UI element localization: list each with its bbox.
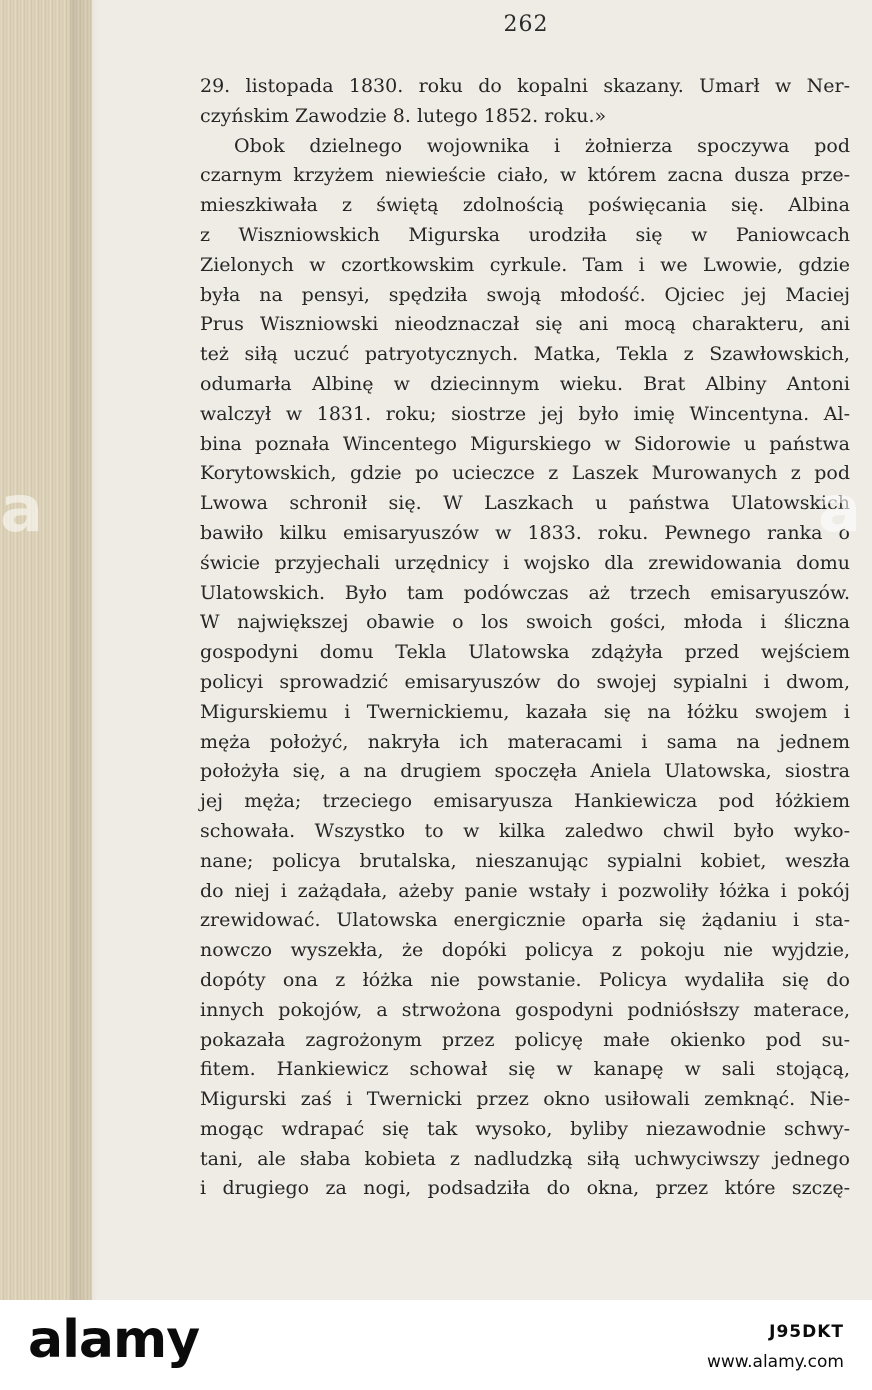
watermark-glyph-right: a: [818, 473, 862, 547]
text-line: też siłą uczuć patryotycznych. Matka, Tekla z Szawłowskich,: [200, 343, 850, 366]
text-line: Migurski zaś i Twernicki przez okno usiłowali zemknąć. Nie-: [200, 1088, 850, 1111]
text-line: odumarła Albinę w dziecinnym wieku. Brat Albiny Antoni: [200, 372, 850, 395]
text-line: i drugiego za nogi, podsadziła do okna, przez które szczę-: [200, 1177, 850, 1200]
text-line: do niej i zażądała, ażeby panie wstały i pozwoliły łóżka i pokój: [200, 879, 850, 902]
text-line: tani, ale słaba kobieta z nadludzką siłą uchwyciwszy jednego: [200, 1147, 850, 1170]
text-line: bawiło kilku emisaryuszów w 1833. roku. Pewnego ranka o: [200, 521, 850, 544]
brand-logo: alamy: [28, 1310, 200, 1370]
body-text: [200, 72, 850, 1204]
watermark-glyph-left: a: [0, 473, 44, 547]
text-line: położyła się, a na drugiem spoczęła Aniela Ulatowska, siostra: [200, 760, 850, 783]
text-line: czyńskim Zawodzie 8. lutego 1852. roku.»: [200, 104, 607, 127]
text-line: fitem. Hankiewicz schował się w kanapę w sali stojącą,: [200, 1058, 850, 1081]
text-line: Prus Wiszniowski nieodznaczał się ani mocą charakteru, ani: [200, 313, 850, 336]
text-line: mieszkiwała z świętą zdolnością poświęcania się. Albina: [200, 194, 850, 217]
text-line: bina poznała Wincentego Migurskiego w Sidorowie u państwa: [200, 432, 850, 455]
text-line: czarnym krzyżem niewieście ciało, w którem zacna dusza prze-: [200, 164, 850, 187]
text-line: mogąc wdrapać się tak wysoko, byliby niezawodnie schwy-: [200, 1117, 850, 1140]
text-line: W największej obawie o los swoich gości, młoda i śliczna: [200, 611, 850, 634]
text-line: jej męża; trzeciego emisaryusza Hankiewicza pod łóżkiem: [200, 790, 850, 813]
stock-image-id: J95DKT: [769, 1322, 844, 1342]
text-line: Zielonych w czortkowskim cyrkule. Tam i we Lwowie, gdzie: [200, 253, 850, 276]
text-line: Ulatowskich. Było tam podówczas aż trzech emisaryuszów.: [200, 581, 850, 604]
gutter-shadow: [70, 0, 98, 1300]
text-line: gospodyni domu Tekla Ulatowska zdążyła przed wejściem: [200, 641, 850, 664]
text-line: innych pokojów, a strwożona gospodyni podniósłszy materace,: [200, 998, 850, 1021]
text-line: Obok dzielnego wojownika i żołnierza spoczywa pod: [234, 134, 850, 157]
text-line: Korytowskich, gdzie po ucieczce z Laszek Murowanych z pod: [200, 462, 850, 485]
text-line: nane; policya brutalska, nieszanując sypialni kobiet, weszła: [200, 849, 850, 872]
text-line: 29. listopada 1830. roku do kopalni skazany. Umarł w Ner-: [200, 75, 850, 97]
text-line: policyi sprowadzić emisaryuszów do swojej sypialni i dwom,: [200, 670, 850, 693]
brand-url: www.alamy.com: [706, 1352, 844, 1372]
text-line: zrewidować. Ulatowska energicznie oparła się żądaniu i sta-: [200, 909, 850, 932]
page-number: 262: [503, 12, 549, 37]
text-line: Lwowa schronił się. W Laszkach u państwa Ulatowskich: [200, 492, 850, 515]
text-line: świcie przyjechali urzędnicy i wojsko dla zrewidowania domu: [200, 551, 850, 574]
text-line: schowała. Wszystko to w kilka zaledwo chwil było wyko-: [200, 819, 850, 842]
text-line: męża położyć, nakryła ich materacami i sama na jednem: [200, 730, 850, 753]
text-line: dopóty ona z łóżka nie powstanie. Policya wydaliła się do: [200, 968, 850, 991]
text-line: Migurskiemu i Twernickiemu, kazała się na łóżku swojem i: [200, 700, 850, 723]
text-line: była na pensyi, spędziła swoją młodość. Ojciec jej Maciej: [200, 283, 850, 306]
text-line: walczył w 1831. roku; siostrze jej było imię Wincentyna. Al-: [200, 402, 850, 425]
text-line: z Wiszniowskich Migurska urodziła się w Paniowcach: [200, 223, 850, 246]
text-line: nowczo wyszekła, że dopóki policya z pokoju nie wyjdzie,: [200, 939, 850, 962]
text-line: pokazała zagrożonym przez policyę małe okienko pod su-: [200, 1028, 850, 1051]
